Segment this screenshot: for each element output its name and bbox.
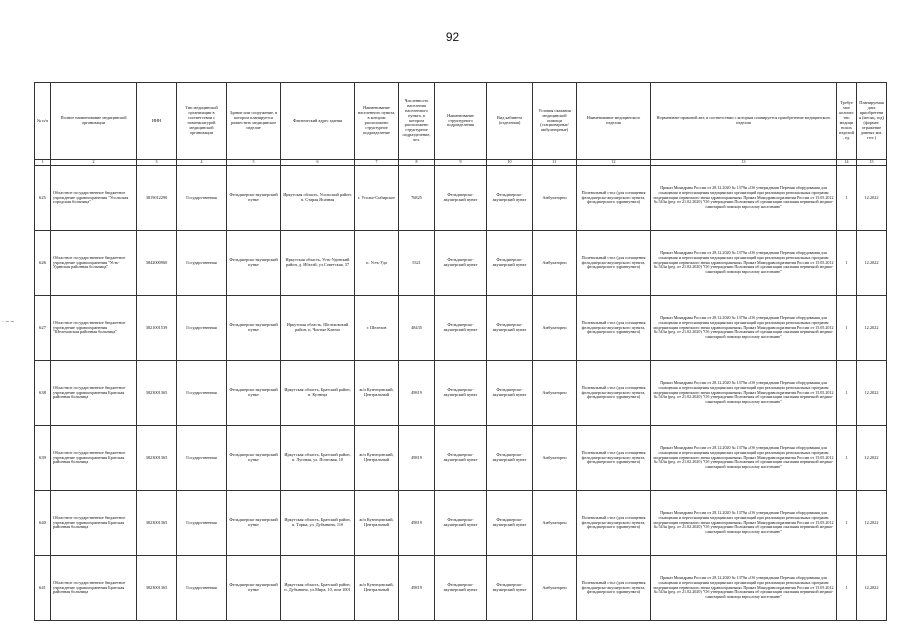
- unit-cell: Фельдшерско-акушерский пункт: [435, 491, 487, 556]
- header-cell: ИНН: [137, 83, 177, 160]
- legal-act-cell: Приказ Минздрава России от 28.12.2020 № 1379н «Об утверждении Перечня оборудования для оснащения и переоснащения медицинских организаций при реализации региональных программ модернизации первичного звена здравоохранения» Приказ Минздравсоцразвития России от 15.05.2012 № 543н (ред. от 21.02.2020) "Об утверждении Положения об организации оказания первичной медико-санитарной помощи взрослому населению": [651, 556, 837, 621]
- population-cell: 5321: [399, 231, 435, 296]
- inn-cell: 3823001365: [137, 361, 177, 426]
- date-cell: 12.2022: [857, 361, 887, 426]
- org-type-cell: Государственная: [177, 491, 227, 556]
- header-cell: Здание или сооружение, в котором планируется разместить медицинское изделие: [227, 83, 281, 160]
- address-cell: Иркутская область, Усольский район, п. Старая Ясачная: [281, 166, 355, 231]
- address-cell: Иркутская область, Шелеховский район, п. Чистые Ключи: [281, 296, 355, 361]
- date-cell: 12.2022: [857, 166, 887, 231]
- unit-cell: Фельдшерско-акушерский пункт: [435, 426, 487, 491]
- header-cell: Требуемое количество медицинских изделий, ед.: [837, 83, 857, 160]
- org-type-cell: Государственная: [177, 361, 227, 426]
- unit-cell: Фельдшерско-акушерский пункт: [435, 361, 487, 426]
- legal-act-cell: Приказ Минздрава России от 28.12.2020 № 1379н «Об утверждении Перечня оборудования для оснащения и переоснащения медицинских организаций при реализации региональных программ модернизации первичного звена здравоохранения» Приказ Минздравсоцразвития России от 15.05.2012 № 543н (ред. от 21.02.2020) "Об утверждении Положения об организации оказания первичной медико-санитарной помощи взрослому населению": [651, 426, 837, 491]
- org-name-cell: Областное государственное бюджетное учреждение здравоохранения "Шелеховская районная больница": [51, 296, 137, 361]
- header-cell: Планируемая дата приобретения (месяц, год) (формат: отражение данных мм. гггг.): [857, 83, 887, 160]
- column-number: 2: [51, 160, 137, 166]
- inn-cell: 3821001539: [137, 296, 177, 361]
- inn-cell: 3819012290: [137, 166, 177, 231]
- header-row: [35, 83, 887, 160]
- inn-cell: 3842000960: [137, 231, 177, 296]
- building-cell: Фельдшерско-акушерский пункт: [227, 296, 281, 361]
- unit-cell: Фельдшерско-акушерский пункт: [435, 166, 487, 231]
- header-cell: Наименование медицинского изделия: [577, 83, 651, 160]
- header-cell: Фактический адрес здания: [281, 83, 355, 160]
- conditions-cell: Амбулаторно: [533, 491, 577, 556]
- org-type-cell: Государственная: [177, 166, 227, 231]
- row-number-cell: 626: [35, 231, 51, 296]
- column-number: 9: [435, 160, 487, 166]
- table-row: [35, 231, 887, 296]
- table-row: [35, 296, 887, 361]
- column-number: 6: [281, 160, 355, 166]
- column-number: 10: [487, 160, 533, 166]
- conditions-cell: Амбулаторно: [533, 231, 577, 296]
- header-cell: № п/п: [35, 83, 51, 160]
- header-cell: Условия оказания медицинской помощи (стационарные/амбулаторные): [533, 83, 577, 160]
- legal-act-cell: Приказ Минздрава России от 28.12.2020 № 1379н «Об утверждении Перечня оборудования для оснащения и переоснащения медицинских организаций при реализации региональных программ модернизации первичного звена здравоохранения» Приказ Минздравсоцразвития России от 15.05.2012 № 543н (ред. от 21.02.2020) "Об утверждении Положения об организации оказания первичной медико-санитарной помощи взрослому населению": [651, 361, 837, 426]
- population-cell: 49819: [399, 426, 435, 491]
- row-number-cell: 639: [35, 426, 51, 491]
- org-name-cell: Областное государственное бюджетное учреждение здравоохранения Братская районная больница: [51, 491, 137, 556]
- address-cell: Иркутская область, Братский район, п. Кузнеца: [281, 361, 355, 426]
- column-number: 4: [177, 160, 227, 166]
- device-cell: Полевальный стол (для оснащения фельдшерско-акушерского пункта, фельдшерского здравпункта): [577, 361, 651, 426]
- quantity-cell: 1: [837, 361, 857, 426]
- column-number: 1: [35, 160, 51, 166]
- building-cell: Фельдшерско-акушерский пункт: [227, 231, 281, 296]
- settlement-cell: ж/п Кузнецовский, Центральный: [355, 491, 399, 556]
- quantity-cell: 1: [837, 491, 857, 556]
- settlement-cell: ж/п Кузнецовский, Центральный: [355, 361, 399, 426]
- quantity-cell: 1: [837, 296, 857, 361]
- legal-act-cell: Приказ Минздрава России от 28.12.2020 № 1379н «Об утверждении Перечня оборудования для оснащения и переоснащения медицинских организаций при реализации региональных программ модернизации первичного звена здравоохранения» Приказ Минздравсоцразвития России от 15.05.2012 № 543н (ред. от 21.02.2020) "Об утверждении Положения об организации оказания первичной медико-санитарной помощи взрослому населению": [651, 166, 837, 231]
- conditions-cell: Амбулаторно: [533, 361, 577, 426]
- population-cell: 49819: [399, 361, 435, 426]
- table-row: [35, 361, 887, 426]
- header-cell: Численность населения населенного пункта, в котором расположено структурное подразделение, чел.: [399, 83, 435, 160]
- org-name-cell: Областное государственное бюджетное учреждение здравоохранения Братская районная больница: [51, 361, 137, 426]
- address-cell: Иркутская область, Братский район, п. Тарма, ул. Дубынина, 11б: [281, 491, 355, 556]
- settlement-cell: г. Шелехов: [355, 296, 399, 361]
- cabinet-cell: Фельдшерско-акушерский пункт: [487, 361, 533, 426]
- date-cell: 12.2022: [857, 296, 887, 361]
- org-name-cell: Областное государственное бюджетное учреждение здравоохранения "Усольская городская больница": [51, 166, 137, 231]
- quantity-cell: 1: [837, 166, 857, 231]
- row-number-cell: 638: [35, 361, 51, 426]
- column-number: 12: [577, 160, 651, 166]
- conditions-cell: Амбулаторно: [533, 296, 577, 361]
- header-cell: Нормативно-правовой акт, в соответствии с которым планируется приобретение медицинского изделия: [651, 83, 837, 160]
- legal-act-cell: Приказ Минздрава России от 28.12.2020 № 1379н «Об утверждении Перечня оборудования для оснащения и переоснащения медицинских организаций при реализации региональных программ модернизации первичного звена здравоохранения» Приказ Минздравсоцразвития России от 15.05.2012 № 543н (ред. от 21.02.2020) "Об утверждении Положения об организации оказания первичной медико-санитарной помощи взрослому населению": [651, 296, 837, 361]
- row-number-cell: 627: [35, 296, 51, 361]
- settlement-cell: п. Усть-Уда: [355, 231, 399, 296]
- population-cell: 48435: [399, 296, 435, 361]
- page-number: 92: [445, 30, 460, 44]
- quantity-cell: 1: [837, 426, 857, 491]
- org-type-cell: Государственная: [177, 296, 227, 361]
- inn-cell: 3823001365: [137, 426, 177, 491]
- settlement-cell: г. Усолье-Сибирское: [355, 166, 399, 231]
- table-row: [35, 426, 887, 491]
- unit-cell: Фельдшерско-акушерский пункт: [435, 231, 487, 296]
- column-number: 11: [533, 160, 577, 166]
- legal-act-cell: Приказ Минздрава России от 28.12.2020 № 1379н «Об утверждении Перечня оборудования для оснащения и переоснащения медицинских организаций при реализации региональных программ модернизации первичного звена здравоохранения» Приказ Минздравсоцразвития России от 15.05.2012 № 543н (ред. от 21.02.2020) "Об утверждении Положения об организации оказания первичной медико-санитарной помощи взрослому населению": [651, 231, 837, 296]
- population-cell: 49819: [399, 491, 435, 556]
- table-row: [35, 556, 887, 621]
- cabinet-cell: Фельдшерско-акушерский пункт: [487, 166, 533, 231]
- row-number-cell: 640: [35, 491, 51, 556]
- settlement-cell: ж/п Кузнецовский, Центральный: [355, 426, 399, 491]
- building-cell: Фельдшерско-акушерский пункт: [227, 491, 281, 556]
- date-cell: 12.2022: [857, 556, 887, 621]
- org-type-cell: Государственная: [177, 426, 227, 491]
- header-cell: Полное наименование медицинской организации: [51, 83, 137, 160]
- org-name-cell: Областное государственное бюджетное учреждение здравоохранения Братская районная больница: [51, 556, 137, 621]
- device-cell: Полевальный стол (для оснащения фельдшерско-акушерского пункта, фельдшерского здравпункта): [577, 231, 651, 296]
- column-number: 8: [399, 160, 435, 166]
- row-number-cell: 625: [35, 166, 51, 231]
- org-name-cell: Областное государственное бюджетное учреждение здравоохранения "Усть-Удинская районная больница": [51, 231, 137, 296]
- device-cell: Полевальный стол (для оснащения фельдшерско-акушерского пункта, фельдшерского здравпункта): [577, 491, 651, 556]
- address-cell: Иркутская область, Братский район, п. Луговая, ул. Почтовая, 10: [281, 426, 355, 491]
- device-cell: Полевальный стол (для оснащения фельдшерско-акушерского пункта, фельдшерского здравпункта): [577, 166, 651, 231]
- date-cell: 12.2022: [857, 231, 887, 296]
- cabinet-cell: Фельдшерско-акушерский пункт: [487, 556, 533, 621]
- building-cell: Фельдшерско-акушерский пункт: [227, 166, 281, 231]
- quantity-cell: 1: [837, 556, 857, 621]
- column-number: 7: [355, 160, 399, 166]
- org-type-cell: Государственная: [177, 231, 227, 296]
- column-number: 15: [857, 160, 887, 166]
- date-cell: 12.2022: [857, 426, 887, 491]
- cabinet-cell: Фельдшерско-акушерский пункт: [487, 426, 533, 491]
- header-cell: Тип медицинской организации в соответствии с номенклатурой медицинской организации: [177, 83, 227, 160]
- device-cell: Полевальный стол (для оснащения фельдшерско-акушерского пункта, фельдшерского здравпункта): [577, 426, 651, 491]
- device-cell: Полевальный стол (для оснащения фельдшерско-акушерского пункта, фельдшерского здравпункта): [577, 556, 651, 621]
- quantity-cell: 1: [837, 231, 857, 296]
- legal-act-cell: Приказ Минздрава России от 28.12.2020 № 1379н «Об утверждении Перечня оборудования для оснащения и переоснащения медицинских организаций при реализации региональных программ модернизации первичного звена здравоохранения» Приказ Минздравсоцразвития России от 15.05.2012 № 543н (ред. от 21.02.2020) "Об утверждении Положения об организации оказания первичной медико-санитарной помощи взрослому населению": [651, 491, 837, 556]
- unit-cell: Фельдшерско-акушерский пункт: [435, 556, 487, 621]
- conditions-cell: Амбулаторно: [533, 166, 577, 231]
- column-number: 14: [837, 160, 857, 166]
- population-cell: 76825: [399, 166, 435, 231]
- building-cell: Фельдшерско-акушерский пункт: [227, 426, 281, 491]
- table-row: [35, 166, 887, 231]
- table-row: [35, 491, 887, 556]
- conditions-cell: Амбулаторно: [533, 426, 577, 491]
- unit-cell: Фельдшерско-акушерский пункт: [435, 296, 487, 361]
- population-cell: 49819: [399, 556, 435, 621]
- building-cell: Фельдшерско-акушерский пункт: [227, 556, 281, 621]
- conditions-cell: Амбулаторно: [533, 556, 577, 621]
- header-cell: Наименование структурного подразделения: [435, 83, 487, 160]
- column-number: 13: [651, 160, 837, 166]
- row-number-cell: 641: [35, 556, 51, 621]
- inn-cell: 3823001365: [137, 491, 177, 556]
- device-cell: Полевальный стол (для оснащения фельдшерско-акушерского пункта, фельдшерского здравпункта): [577, 296, 651, 361]
- table-body: [35, 166, 887, 621]
- settlement-cell: ж/п Кузнецовский, Центральный: [355, 556, 399, 621]
- org-type-cell: Государственная: [177, 556, 227, 621]
- cabinet-cell: Фельдшерско-акушерский пункт: [487, 231, 533, 296]
- header-cell: Вид кабинета (отделения): [487, 83, 533, 160]
- header-cell: Наименование населенного пункта, в котором расположено структурное подразделение: [355, 83, 399, 160]
- column-number: 5: [227, 160, 281, 166]
- address-cell: Иркутская область, Братский район, п. Дубынино, ул.Мира, 10, пом 1001: [281, 556, 355, 621]
- margin-mark: · ‒ ‒: [2, 319, 15, 325]
- building-cell: Фельдшерско-акушерский пункт: [227, 361, 281, 426]
- date-cell: 12.2022: [857, 491, 887, 556]
- equipment-table: [34, 82, 887, 621]
- cabinet-cell: Фельдшерско-акушерский пункт: [487, 296, 533, 361]
- address-cell: Иркутская область, Усть-Удинский район, д. Ибэлэй, ул.Советская, 37: [281, 231, 355, 296]
- inn-cell: 3823001365: [137, 556, 177, 621]
- cabinet-cell: Фельдшерско-акушерский пункт: [487, 491, 533, 556]
- column-number: 3: [137, 160, 177, 166]
- org-name-cell: Областное государственное бюджетное учреждение здравоохранения Братская районная больница: [51, 426, 137, 491]
